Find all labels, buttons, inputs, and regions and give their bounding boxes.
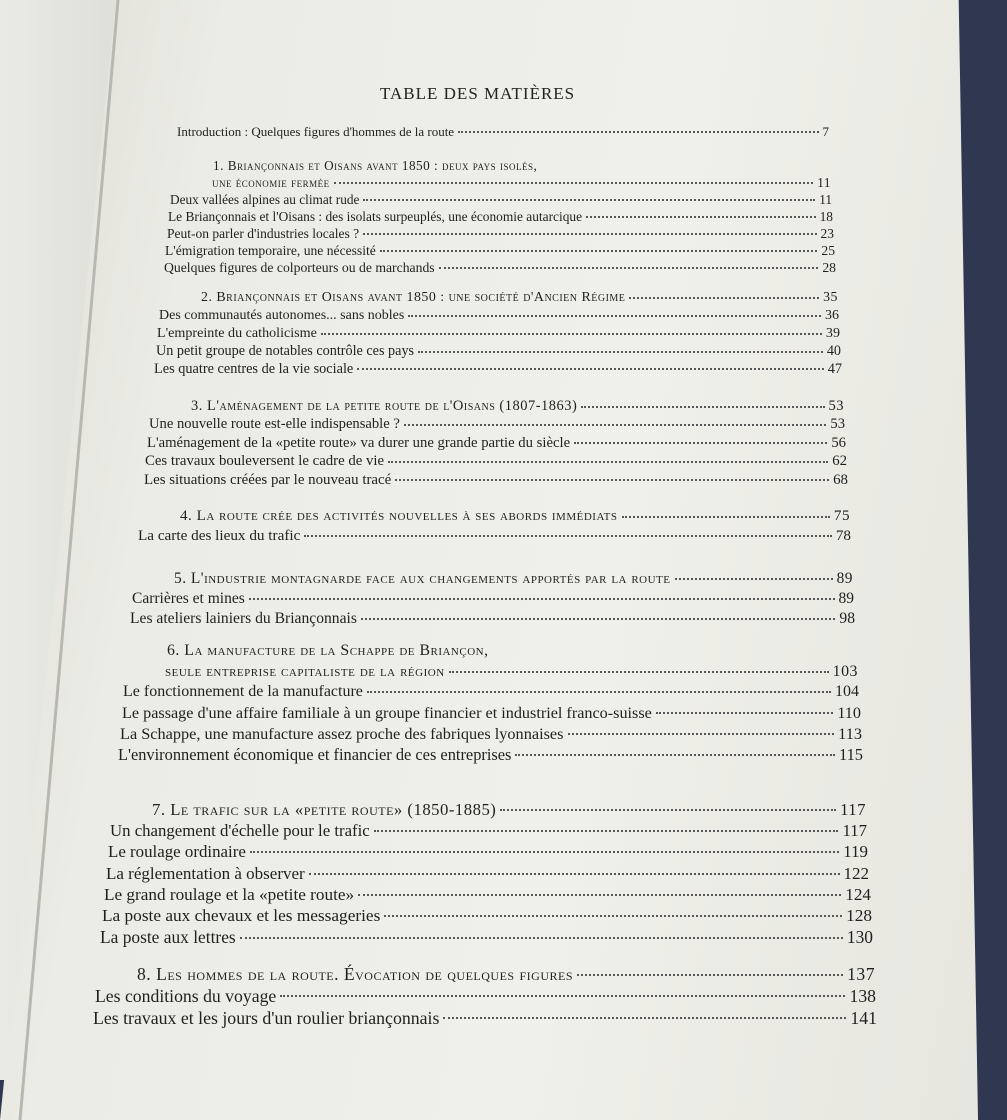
page-number: 25 [821,243,835,258]
toc-entry-text: La carte des lieux du trafic [138,527,301,545]
toc-entry [102,906,872,926]
toc-entry-text: 5. L'industrie montagnarde face aux changements apportés par la route [174,570,671,587]
dot-leader [443,1017,846,1019]
dot-leader [577,974,843,976]
toc-entry-text: L'émigration temporaire, une nécessité [165,243,376,258]
chapter-heading [180,508,850,525]
toc-entry [108,842,868,862]
toc-entry-text: Peut-on parler d'industries locales ? [167,226,360,241]
toc-entry-text: L'aménagement de la «petite route» va durer une grande partie du siècle [147,434,571,451]
toc-entry-text: Carrières et mines [132,589,245,607]
page-number: 128 [846,906,872,925]
toc-entry-text: Deux vallées alpines au climat rude [170,192,360,207]
toc-entry-text: La réglementation à observer [106,863,305,883]
toc-entry [154,361,842,378]
toc-entry [164,260,836,276]
page-number: 130 [846,927,873,948]
page-number: 117 [842,821,867,841]
toc-entry [93,1008,877,1029]
dot-leader [568,733,835,735]
toc-entry-text: Le roulage ordinaire [108,842,246,862]
dot-leader [675,578,833,580]
page-number: 122 [843,863,869,883]
dot-leader [515,754,835,756]
toc-entry [167,226,834,242]
chapter-heading [174,570,853,588]
dot-leader [439,267,819,269]
dot-leader [309,873,840,875]
page-number: 117 [840,800,866,819]
toc-entry-text: Le passage d'une affaire familiale à un groupe financier et industriel franco-suisse [122,703,652,722]
toc-entry-text: Ces travaux bouleversent le cadre de vie [145,453,385,470]
page-number: 11 [819,192,832,207]
toc-entry [170,192,832,208]
dot-leader [656,712,833,714]
page-number: 104 [835,683,859,700]
toc-entry-text: Les quatre centres de la vie sociale [154,360,354,377]
page-number: 78 [835,527,851,545]
page-number: 98 [839,609,855,627]
chapter-heading-line: 6. La manufacture de la Schappe de Briançon, [167,642,489,659]
chapter-heading [201,290,838,306]
page-number: 53 [828,398,844,414]
toc-entry [165,243,835,259]
dot-leader [395,479,829,481]
page-number: 18 [819,209,833,224]
page-number: 53 [830,416,845,433]
toc-entry [147,435,846,452]
dot-leader [380,250,818,252]
toc-entry [95,986,876,1007]
toc-entry [106,864,869,884]
page-number: 75 [833,508,850,524]
toc-entry [156,343,841,360]
intro-entry [177,124,829,140]
dot-leader [581,406,824,408]
chapter-heading [152,800,866,820]
dot-leader [586,216,816,218]
toc-entry-text: Les situations créées par le nouveau tracé [144,471,392,488]
page-number: 113 [838,724,862,743]
toc-entry-text: Les conditions du voyage [95,985,277,1006]
dot-leader [358,894,841,896]
dot-leader [240,937,843,939]
toc-entry-text: La Schappe, une manufacture assez proche des fabriques lyonnaises [120,724,564,743]
toc-entry [149,416,845,433]
dot-leader [629,297,819,299]
dot-leader [404,424,827,426]
toc-entry-text: Un petit groupe de notables contrôle ces pays [156,343,415,360]
dot-leader [408,315,821,317]
chapter-heading [191,398,844,415]
toc-entry-text: Le Briançonnais et l'Oisans : des isolats surpeuplés, une économie autarcique [168,209,583,224]
page-number: 124 [845,884,871,904]
toc-entry [100,927,873,948]
page-number: 40 [826,343,841,360]
dot-leader [388,461,828,463]
toc-entry-text: Un changement d'échelle pour le trafic [110,821,370,841]
toc-entry-text: Les travaux et les jours d'un roulier briançonnais [93,1007,440,1028]
dot-leader [357,368,823,370]
page-number: 11 [817,175,831,190]
page-number: 47 [827,360,842,377]
dot-leader [449,671,829,673]
page-number: 110 [837,703,861,722]
toc-entry-text: 7. Le trafic sur la «petite route» (1850-1885) [152,800,497,819]
page-number: 119 [843,842,868,862]
toc-entry [123,683,859,701]
page-number: 36 [825,307,839,323]
toc-entry-text: 8. Les hommes de la route. Évocation de quelques figures [137,964,574,984]
toc-entry-text: Introduction : Quelques figures d'hommes de la route [177,124,455,139]
page-number: 56 [831,434,846,451]
toc-entry-text: Des communautés autonomes... sans nobles [159,307,405,323]
dot-leader [250,851,839,853]
dot-leader [574,442,827,444]
page-number: 23 [820,226,834,241]
toc-entry-text: L'empreinte du catholicisme [157,325,317,342]
toc-entry [159,308,839,324]
page-number: 28 [822,260,836,275]
toc-entry [130,610,855,628]
page-number: 103 [832,662,858,680]
toc-entry-text: Le fonctionnement de la manufacture [123,683,363,700]
toc-entry [168,209,833,225]
toc-entry [157,325,840,342]
toc-entry-text: une économie fermée [212,175,330,190]
toc-entry-text: 3. L'aménagement de la petite route de l'Oisans (1807-1863) [191,398,578,414]
toc-entry-text: La poste aux lettres [100,927,236,948]
page-number: 68 [833,471,848,488]
page-number: 7 [822,124,829,139]
toc-entry-text: Quelques figures de colporteurs ou de marchands [164,260,435,275]
chapter-heading [137,964,875,985]
toc-entry [138,527,851,545]
page-number: 35 [823,290,838,305]
page-title: TABLE DES MATIÈRES [380,84,576,103]
page-number: 89 [836,570,853,587]
dot-leader [458,131,818,133]
toc-entry-text: Le grand roulage et la «petite route» [104,884,355,904]
dot-leader [418,351,823,353]
toc-entry [144,472,848,489]
toc-entry [104,885,871,905]
toc-entry-text: L'environnement économique et financier de ces entreprises [118,744,512,764]
dot-leader [367,691,831,693]
toc-entry-text: 4. La route crée des activités nouvelles à ses abords immédiats [180,508,618,524]
toc-entry [110,821,867,841]
chapter-heading [212,175,831,191]
dot-leader [249,598,835,600]
page-number: 39 [825,325,840,342]
dot-leader [363,233,816,235]
page-number: 89 [838,589,854,607]
toc-entry [145,453,847,470]
dot-leader [334,182,814,184]
dot-leader [500,809,836,811]
page-number: 137 [847,964,875,984]
dot-leader [363,199,815,201]
dot-leader [280,995,845,997]
toc-entry [120,724,862,744]
toc-entry [122,704,861,723]
dot-leader [374,830,839,832]
dot-leader [304,535,831,537]
page-number: 115 [839,744,863,764]
toc-entry-text: La poste aux chevaux et les messageries [102,906,381,925]
chapter-heading-line: 1. Briançonnais et Oisans avant 1850 : deux pays isolés, [213,158,538,173]
toc-entry-text: Les ateliers lainiers du Briançonnais [130,609,357,627]
page-number: 141 [850,1007,877,1028]
dot-leader [321,333,822,335]
dot-leader [622,516,830,518]
toc-entry-text: 2. Briançonnais et Oisans avant 1850 : une société d'Ancien Régime [201,290,626,305]
dot-leader [384,915,842,917]
toc-entry-text: Une nouvelle route est-elle indispensable ? [149,416,400,433]
toc-entry-text: seule entreprise capitaliste de la région [165,662,445,680]
toc-entry [132,590,854,608]
chapter-heading [165,663,858,681]
page-number: 138 [849,985,876,1006]
dot-leader [361,618,836,620]
toc-entry [118,745,863,765]
page-number: 62 [832,453,847,470]
